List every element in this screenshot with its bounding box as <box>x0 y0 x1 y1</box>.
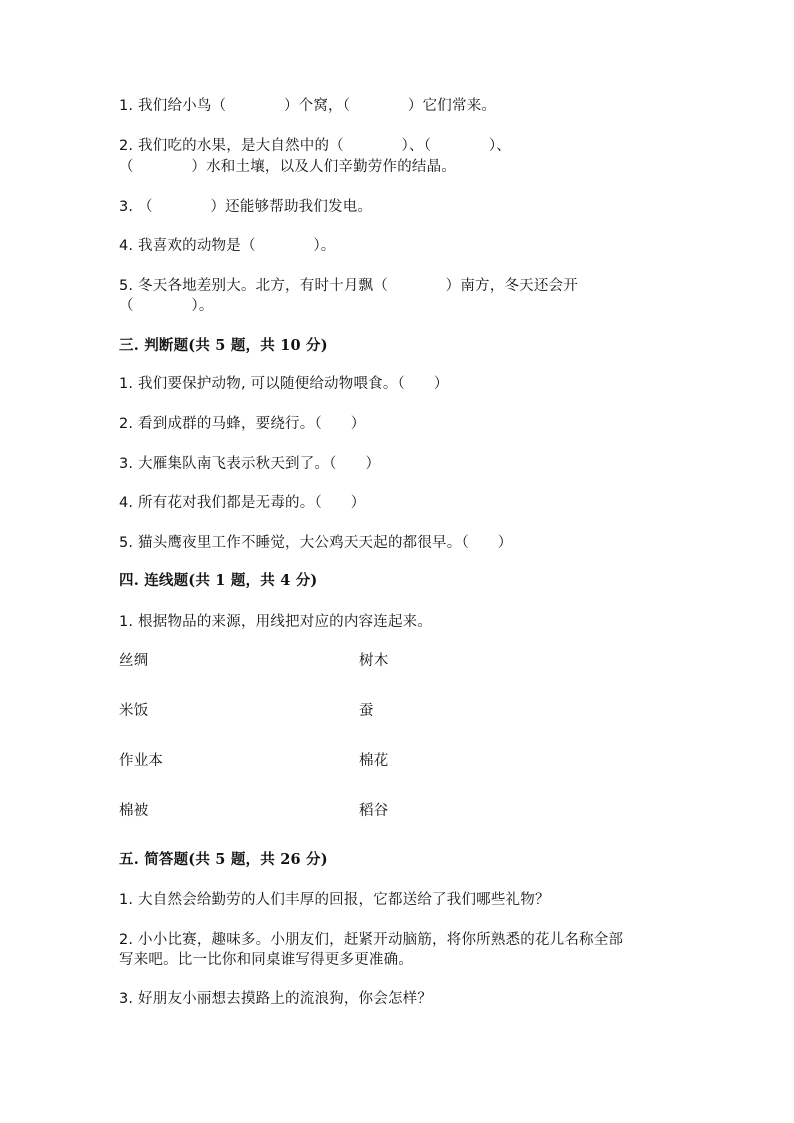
fill-blank-question-5-line-1: 5. 冬天各地差别大。北方，有时十月飘（ ）南方，冬天还会开 <box>119 278 578 294</box>
true-false-question-2: 2. 看到成群的马蜂，要绕行。（ ） <box>119 416 366 432</box>
matching-left-item: 棉被 <box>119 803 149 819</box>
matching-left-item: 丝绸 <box>119 653 149 669</box>
true-false-question-3: 3. 大雁集队南飞表示秋天到了。（ ） <box>119 456 381 472</box>
fill-blank-question-4: 4. 我喜欢的动物是（ ）。 <box>119 238 336 254</box>
fill-blank-question-3: 3. （ ）还能够帮助我们发电。 <box>119 199 373 215</box>
section-4-heading: 四. 连线题(共 1 题，共 4 分) <box>119 572 318 589</box>
matching-right-item: 棉花 <box>359 753 389 769</box>
true-false-question-5: 5. 猫头鹰夜里工作不睡觉，大公鸡天天起的都很早。（ ） <box>119 535 513 551</box>
true-false-question-4: 4. 所有花对我们都是无毒的。（ ） <box>119 495 366 511</box>
matching-left-item: 作业本 <box>119 753 164 769</box>
fill-blank-question-1: 1. 我们给小鸟（ ）个窝，（ ）它们常来。 <box>119 98 497 114</box>
fill-blank-question-2-line-2: （ ）水和土壤，以及人们辛勤劳作的结晶。 <box>119 159 457 175</box>
fill-blank-question-5-line-2: （ ）。 <box>119 298 214 314</box>
short-answer-question-2-line-2: 写来吧。比一比你和同桌谁写得更多更准确。 <box>119 952 413 968</box>
short-answer-question-3: 3. 好朋友小丽想去摸路上的流浪狗，你会怎样？ <box>119 991 433 1007</box>
matching-right-item: 蚕 <box>359 703 374 719</box>
matching-right-item: 稻谷 <box>359 803 389 819</box>
short-answer-question-2-line-1: 2. 小小比赛，趣味多。小朋友们，赶紧开动脑筋，将你所熟悉的花儿名称全部 <box>119 932 624 948</box>
matching-right-item: 树木 <box>359 653 389 669</box>
section-3-heading: 三. 判断题(共 5 题，共 10 分) <box>119 337 328 354</box>
fill-blank-question-2-line-1: 2. 我们吃的水果，是大自然中的（ ）、（ ）、 <box>119 138 512 154</box>
section-5-heading: 五. 简答题(共 5 题，共 26 分) <box>119 851 328 868</box>
true-false-question-1: 1. 我们要保护动物, 可以随便给动物喂食。（ ） <box>119 376 449 392</box>
matching-instruction: 1. 根据物品的来源，用线把对应的内容连起来。 <box>119 614 433 630</box>
short-answer-question-1: 1. 大自然会给勤劳的人们丰厚的回报，它都送给了我们哪些礼物？ <box>119 892 550 908</box>
matching-left-item: 米饭 <box>119 703 149 719</box>
